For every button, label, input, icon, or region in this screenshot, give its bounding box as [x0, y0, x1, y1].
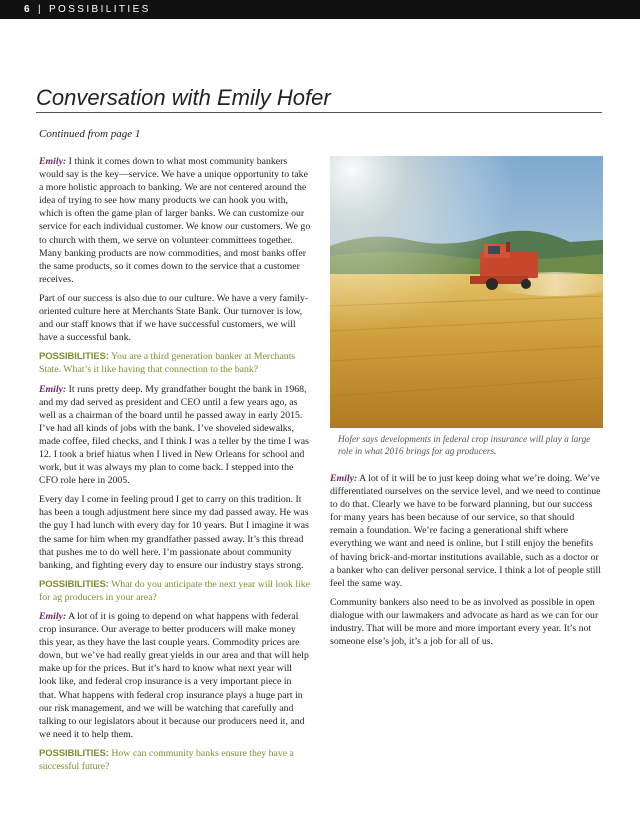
section-name: POSSIBILITIES [48, 4, 151, 15]
question-text: How can community banks ensure they have a successful future? [39, 747, 294, 773]
interview-answer [39, 610, 311, 741]
interview-question [39, 578, 311, 604]
body-paragraph: Part of our success is also due to our culture. We have a very family-oriented culture here at Merchants State Bank. Our turnover is low, and our staff knows that if we have successful customers, we will have a successful bank. [39, 292, 309, 344]
answer-text: A lot of it will be to just keep doing what we’re doing. We’ve differentiated ourselves on the service level, and we need to continue to do that. Clearly we have to be forward planning, but our success for many years has been because of our service, so that should remain a foundation. We’re facing a generational shift where everything we want and need is online, but I still enjoy the benefits of having brick-and-mortar institutions available, such as a doctor or a banker who can deliver personal service. I think a lot of people still feel the same way. [330, 473, 601, 589]
speaker-name: Emily: [330, 473, 358, 484]
left-column [39, 155, 311, 779]
answer-text: It runs pretty deep. My grandfather bought the bank in 1968, and my dad served as president and CEO until a few years ago, as well as a chairman of the board until he passed away in early 2015. I’ve had all kinds of jobs with the bank. I’ve shoveled sidewalks, made coffee, filed checks, and I think I was a teller by the time I was 12. I took a brief hiatus when I lived in New Orleans for school and work, but it was always my plan to come back. I stepped into the CFO role here in 2005. [39, 383, 309, 487]
photo-caption: Hofer says developments in federal crop insurance will play a large role in what 2016 brings for ag producers. [338, 435, 591, 457]
interview-question [39, 747, 311, 773]
interview-answer [39, 155, 311, 286]
body-paragraph: Every day I come in feeling proud I get to carry on this tradition. It has been a tough adjustment here since my dad passed away. He was the guy I had lunch with every day for 10 years. But I imagine it was the same for him when my grandfather passed away. It’s this thread that pushes me to do well here. I’m passionate about community banking, and fighting every day to ensure our industry stays strong. [39, 494, 309, 571]
continued-note: Continued from page 1 [39, 128, 141, 140]
question-label: POSSIBILITIES: [39, 747, 109, 759]
question-text: You are a third generation banker at Merchants State. What’s it like having that connection to the bank? [39, 351, 296, 376]
interview-answer [39, 383, 311, 488]
combine-harvester-photo [330, 156, 603, 428]
body-paragraph: Community bankers also need to be as involved as possible in open dialogue with our lawmakers and advocate as hard as we can for our industry. That will be more and more important every year. It’s not someone else’s job, it’s a job for all of us. [330, 596, 599, 648]
speaker-name: Emily: [39, 383, 67, 395]
question-label: POSSIBILITIES: [39, 578, 109, 590]
page-number: 6 [24, 4, 32, 15]
answer-text: A lot of it is going to depend on what happens with federal crop insurance. Our average to better producers will make money this year, as they have the last couple years. Commodity prices are down, but we’ve had really great yields in our area and that will help make up for the prices. But it’s hard to know what next year will look like, and federal crop insurance is a very important piece in that. What happens with federal crop insurance plays a huge part in our risk management, and we will be watching that carefully and talking to our legislators about it because our producers need it, and we need it to help them. [39, 611, 309, 740]
speaker-name: Emily: [39, 611, 67, 622]
question-label: POSSIBILITIES: [39, 351, 109, 363]
question-text: What do you anticipate the next year will look like for ag producers in your area? [39, 578, 311, 603]
header-separator: | [37, 4, 43, 15]
interview-answer [330, 472, 602, 590]
answer-text: I think it comes down to what most community bankers would say is the key—service. We have a unique opportunity to take a more holistic approach to banking. We are not centered around the idea of trying to see how many products we can hook you with, which is often the game plan of larger banks. We can customize our service for each individual customer. We know our customers. We go to church with them, we serve on volunteer committees together. Many banking products are now commodities, and most banks offer the same products, so it comes down to the service that a customer receives. [39, 156, 311, 285]
article-title: Conversation with Emily Hofer [36, 85, 331, 110]
page-header [0, 0, 640, 19]
speaker-name: Emily: [39, 156, 67, 167]
interview-question [39, 350, 311, 376]
title-divider [36, 112, 602, 113]
right-column [330, 472, 602, 654]
